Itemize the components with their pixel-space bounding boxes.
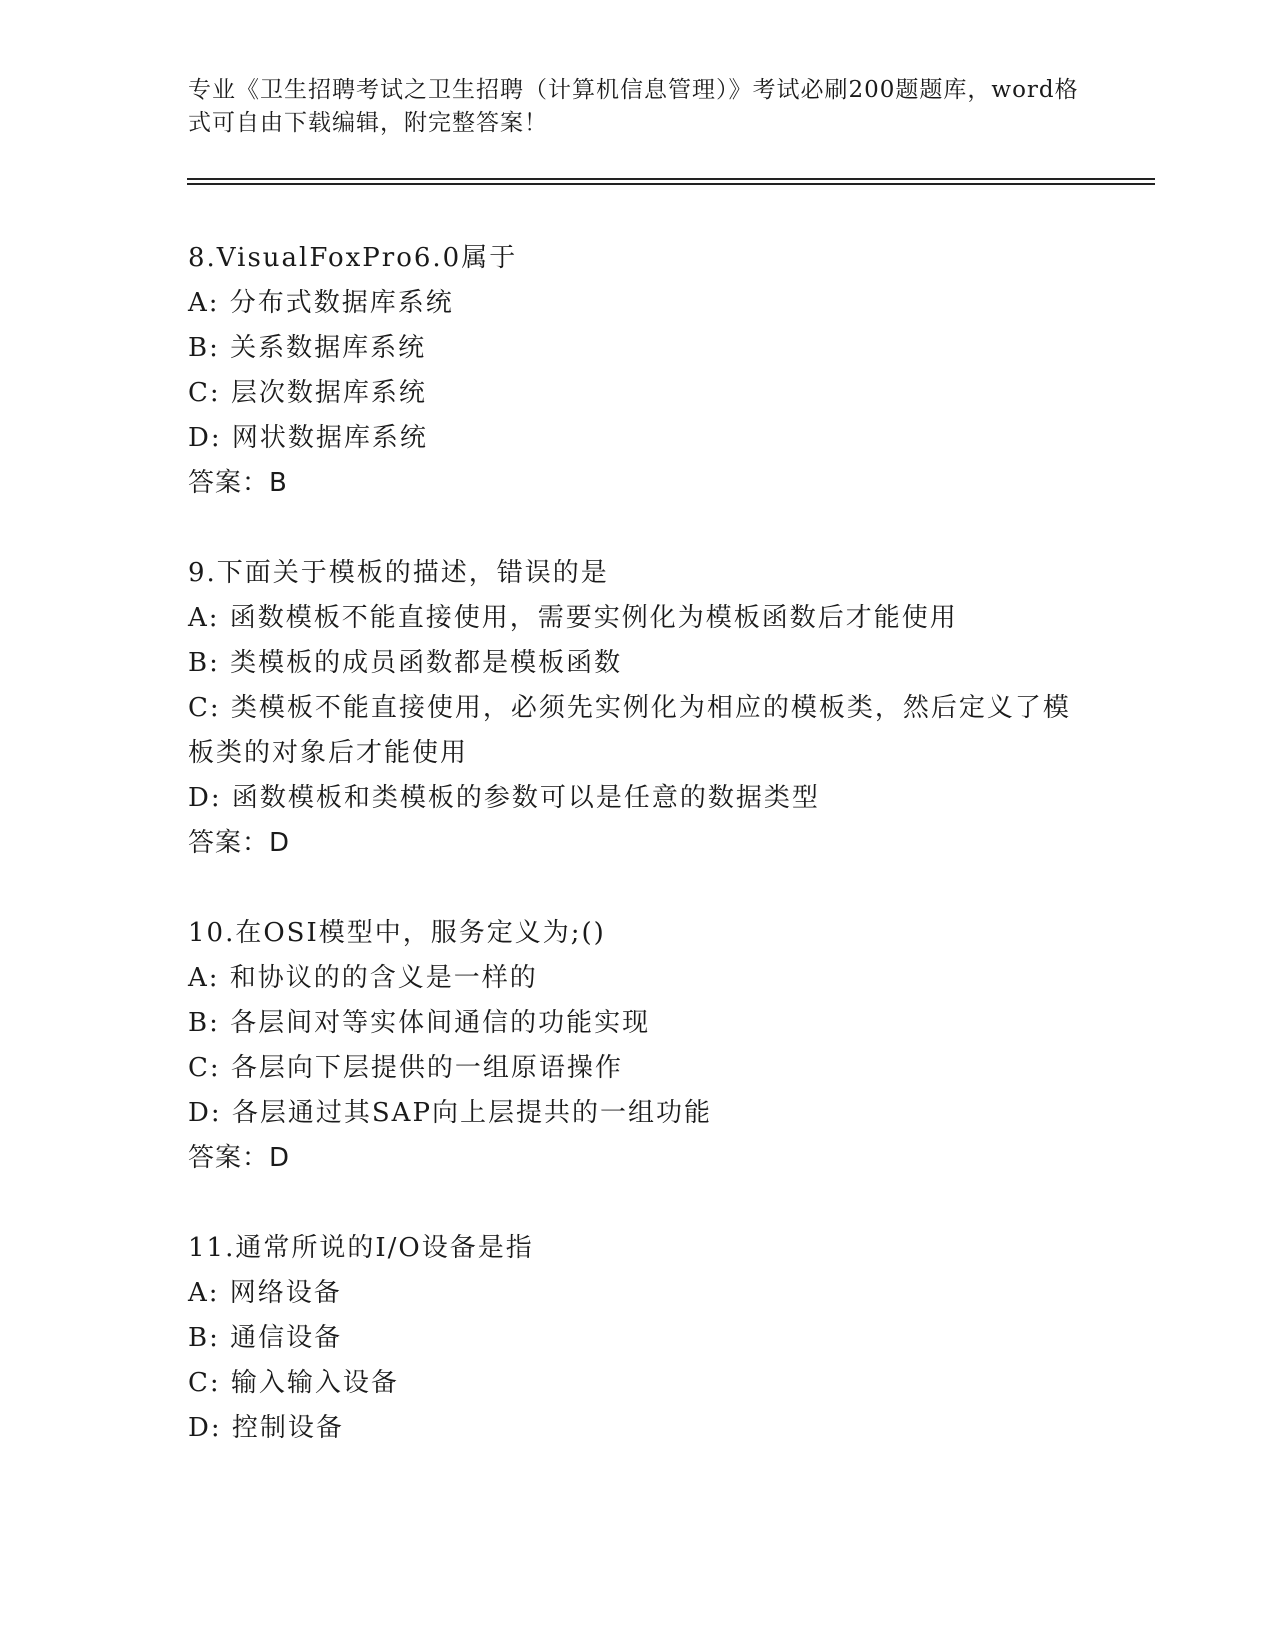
answer-label: 答案：D — [188, 828, 291, 858]
option-c: C: 层次数据库系统 — [188, 378, 427, 408]
option-a: A: 网络设备 — [188, 1278, 342, 1308]
document-header: 专业《卫生招聘考试之卫生招聘（计算机信息管理）》考试必刷200题题库，word格式可自由下载编辑，附完整答案！ — [188, 77, 1079, 136]
header-rule-top — [187, 178, 1155, 180]
answer-label: 答案：B — [188, 468, 288, 498]
question-list — [188, 236, 1088, 1496]
option-b: B: 关系数据库系统 — [188, 333, 427, 363]
option-a: A: 和协议的的含义是一样的 — [188, 963, 538, 993]
option-b: B: 类模板的成员函数都是模板函数 — [188, 648, 623, 678]
option-d: D: 网状数据库系统 — [188, 423, 428, 453]
question-title: 8.VisualFoxPro6.0属于 — [188, 243, 518, 273]
question-10 — [188, 911, 1088, 1181]
question-title: 11.通常所说的I/O设备是指 — [188, 1233, 534, 1263]
option-c: C: 类模板不能直接使用，必须先实例化为相应的模板类，然后定义了模板类的对象后才能使用 — [188, 693, 1071, 768]
option-d: D: 控制设备 — [188, 1413, 344, 1443]
answer-label: 答案：D — [188, 1143, 291, 1173]
question-title: 10.在OSI模型中，服务定义为;() — [188, 918, 606, 948]
option-d: D: 各层通过其SAP向上层提共的一组功能 — [188, 1098, 712, 1128]
question-title: 9.下面关于模板的描述，错误的是 — [188, 558, 609, 588]
option-a: A: 函数模板不能直接使用，需要实例化为模板函数后才能使用 — [188, 603, 958, 633]
option-c: C: 输入输入设备 — [188, 1368, 399, 1398]
header-rule-bottom — [187, 183, 1155, 185]
option-d: D: 函数模板和类模板的参数可以是任意的数据类型 — [188, 783, 820, 813]
option-b: B: 通信设备 — [188, 1323, 343, 1353]
question-11 — [188, 1226, 1088, 1451]
option-b: B: 各层间对等实体间通信的功能实现 — [188, 1008, 651, 1038]
question-9 — [188, 551, 1088, 866]
option-a: A: 分布式数据库系统 — [188, 288, 454, 318]
question-8 — [188, 236, 1088, 506]
option-c: C: 各层向下层提供的一组原语操作 — [188, 1053, 623, 1083]
